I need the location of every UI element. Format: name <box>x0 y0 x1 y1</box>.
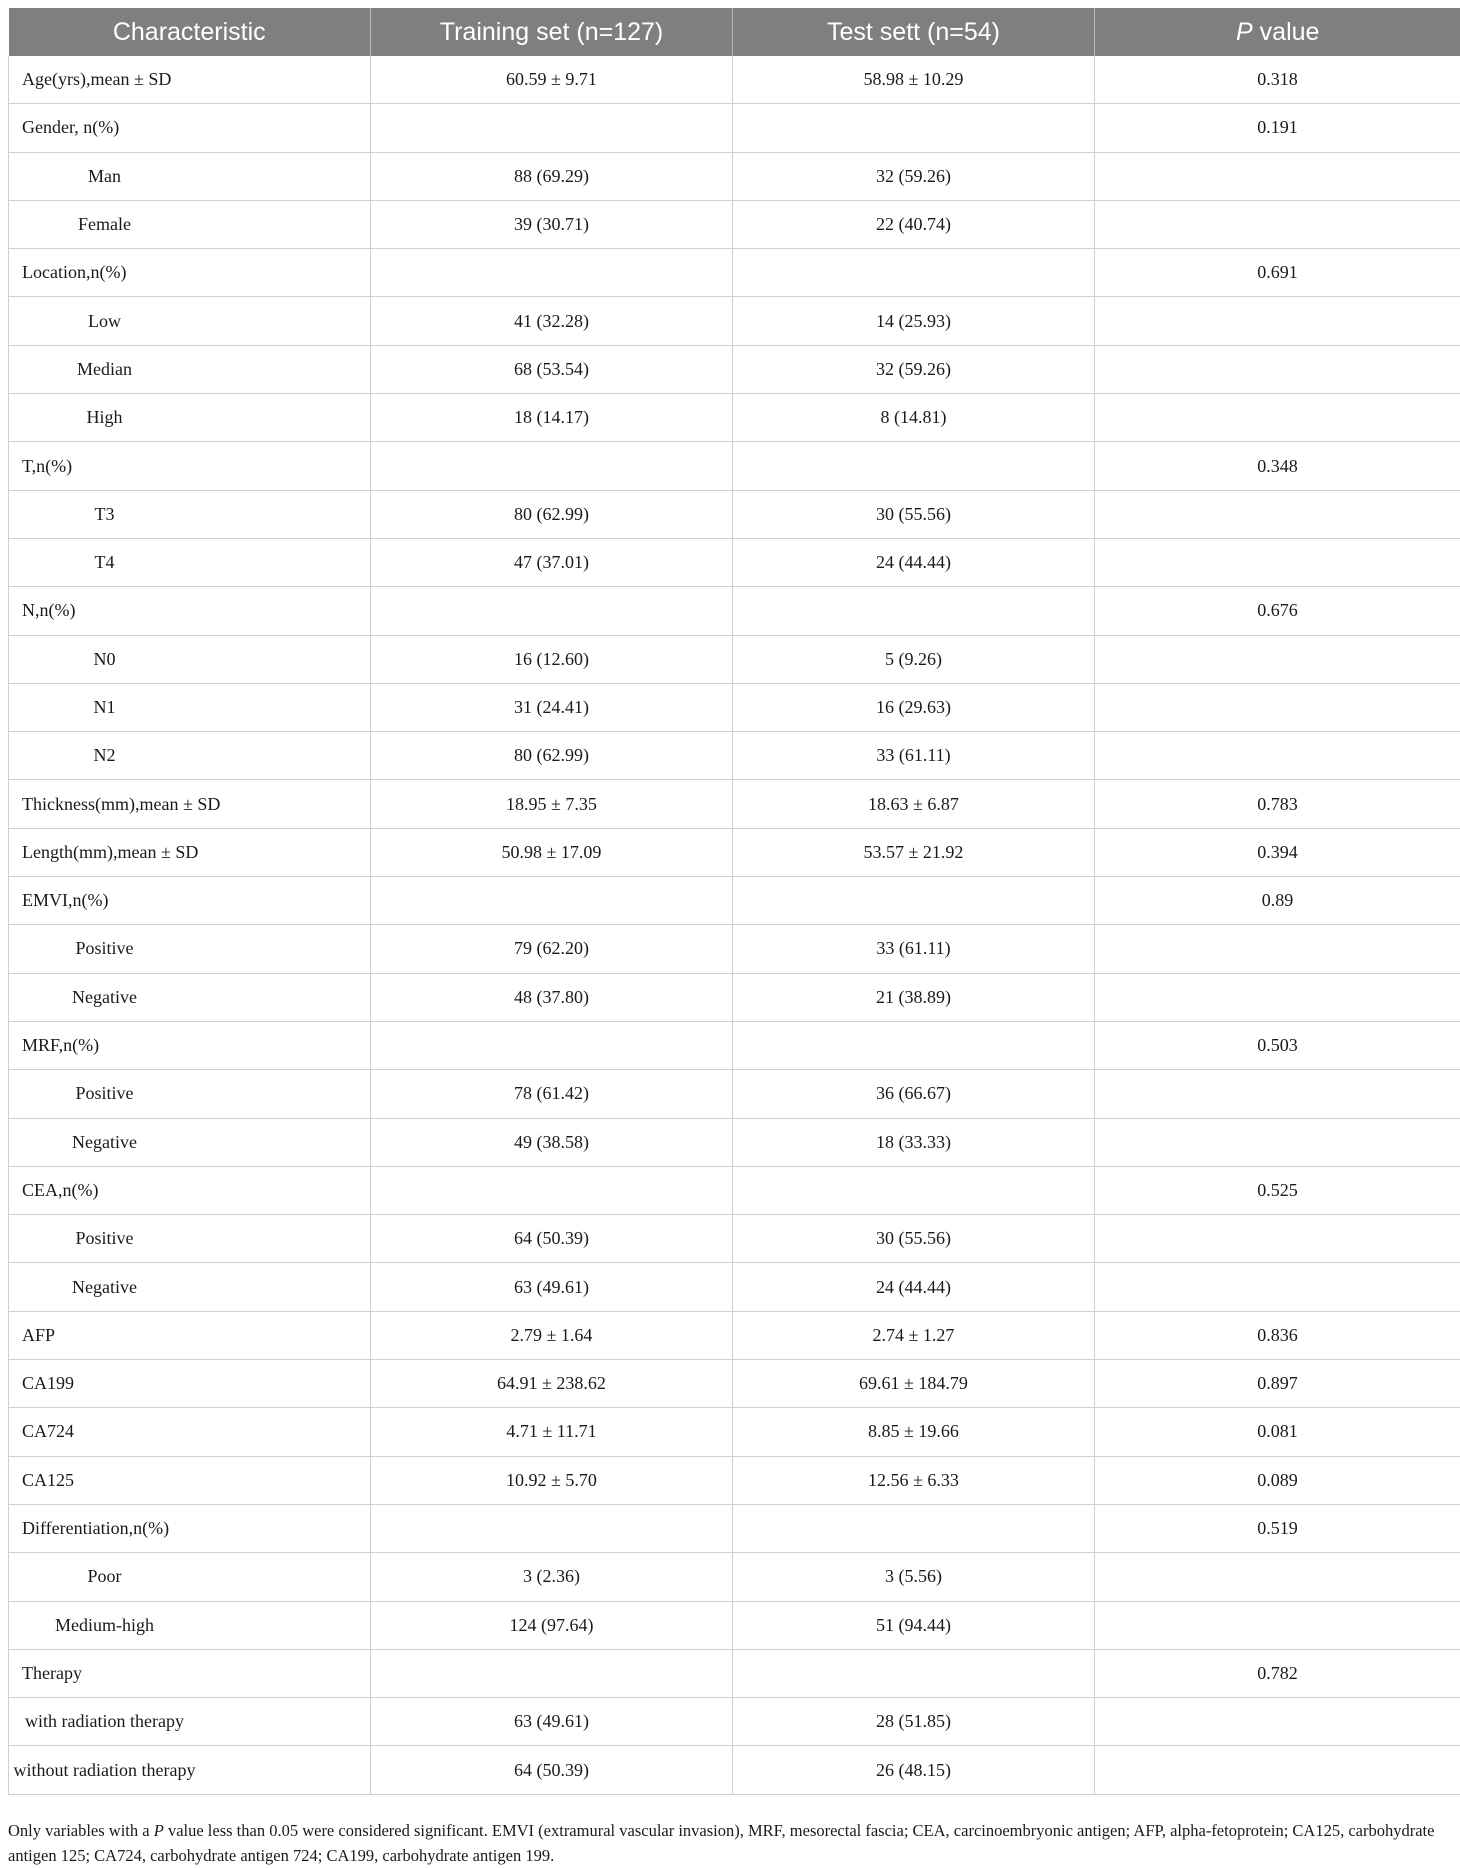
cell-test <box>733 104 1095 152</box>
table-row <box>9 1215 1460 1263</box>
cell-p-value: 0.783 <box>1095 780 1460 828</box>
cell-p-value <box>1095 925 1460 973</box>
footnote-part2: value less than 0.05 were considered significant. EMVI (extramural vascular invasion), MRF, mesorectal fascia; CEA, carcinoembryonic antigen; AFP, alpha-fetoprotein; CA125, carbohydrate antigen 125; CA724, carbohydrate antigen 724; CA199, carbohydrate antigen 199. <box>8 1821 1434 1865</box>
row-label: CA199 <box>9 1360 371 1408</box>
table-row <box>9 732 1460 780</box>
table-row <box>9 925 1460 973</box>
table-row <box>9 1070 1460 1118</box>
row-label: Negative <box>9 1118 371 1166</box>
table-row <box>9 249 1460 297</box>
cell-training: 78 (61.42) <box>371 1070 733 1118</box>
row-label: Man <box>9 152 371 200</box>
table-row <box>9 587 1460 635</box>
cell-test: 18.63 ± 6.87 <box>733 780 1095 828</box>
cell-p-value <box>1095 152 1460 200</box>
row-label: Length(mm),mean ± SD <box>9 828 371 876</box>
cell-p-value <box>1095 683 1460 731</box>
cell-training: 64.91 ± 238.62 <box>371 1360 733 1408</box>
table-row <box>9 683 1460 731</box>
row-label: CEA,n(%) <box>9 1166 371 1214</box>
row-label: Positive <box>9 925 371 973</box>
cell-p-value: 0.691 <box>1095 249 1460 297</box>
cell-test <box>733 587 1095 635</box>
header-p-suffix: value <box>1253 18 1320 46</box>
table-header-row <box>9 8 1460 56</box>
cell-test: 24 (44.44) <box>733 538 1095 586</box>
cell-test: 69.61 ± 184.79 <box>733 1360 1095 1408</box>
cell-test: 22 (40.74) <box>733 200 1095 248</box>
cell-test: 32 (59.26) <box>733 152 1095 200</box>
cell-test: 26 (48.15) <box>733 1746 1095 1794</box>
cell-p-value <box>1095 297 1460 345</box>
cell-p-value: 0.89 <box>1095 877 1460 925</box>
header-test-set: Test sett (n=54) <box>733 8 1095 56</box>
table-row <box>9 1360 1460 1408</box>
characteristics-table <box>8 8 1460 1795</box>
cell-training <box>371 104 733 152</box>
cell-training <box>371 1649 733 1697</box>
footnote-p-symbol: P <box>154 1821 164 1840</box>
cell-test <box>733 249 1095 297</box>
cell-test: 33 (61.11) <box>733 732 1095 780</box>
cell-p-value: 0.318 <box>1095 56 1460 104</box>
cell-training: 10.92 ± 5.70 <box>371 1456 733 1504</box>
cell-test <box>733 1649 1095 1697</box>
row-label: Positive <box>9 1215 371 1263</box>
cell-test: 8.85 ± 19.66 <box>733 1408 1095 1456</box>
row-label: CA724 <box>9 1408 371 1456</box>
cell-training: 41 (32.28) <box>371 297 733 345</box>
row-label: without radiation therapy <box>9 1746 371 1794</box>
cell-training: 80 (62.99) <box>371 490 733 538</box>
cell-training: 64 (50.39) <box>371 1215 733 1263</box>
header-p-symbol: P <box>1236 18 1253 46</box>
row-label: Negative <box>9 1263 371 1311</box>
cell-p-value <box>1095 1215 1460 1263</box>
cell-training <box>371 1021 733 1069</box>
header-training-set: Training set (n=127) <box>371 8 733 56</box>
table-row <box>9 1601 1460 1649</box>
cell-test: 30 (55.56) <box>733 490 1095 538</box>
cell-training: 60.59 ± 9.71 <box>371 56 733 104</box>
cell-training: 50.98 ± 17.09 <box>371 828 733 876</box>
cell-test: 36 (66.67) <box>733 1070 1095 1118</box>
cell-test: 8 (14.81) <box>733 394 1095 442</box>
cell-p-value <box>1095 1553 1460 1601</box>
cell-training: 4.71 ± 11.71 <box>371 1408 733 1456</box>
cell-test: 30 (55.56) <box>733 1215 1095 1263</box>
table-row <box>9 345 1460 393</box>
row-label: N1 <box>9 683 371 731</box>
cell-training: 18.95 ± 7.35 <box>371 780 733 828</box>
table-row <box>9 1021 1460 1069</box>
cell-training: 63 (49.61) <box>371 1263 733 1311</box>
row-label: Therapy <box>9 1649 371 1697</box>
footnote-part1: Only variables with a <box>8 1821 154 1840</box>
cell-test: 33 (61.11) <box>733 925 1095 973</box>
table-row <box>9 828 1460 876</box>
row-label: Low <box>9 297 371 345</box>
cell-test: 58.98 ± 10.29 <box>733 56 1095 104</box>
table-row <box>9 1649 1460 1697</box>
table-row <box>9 56 1460 104</box>
cell-training: 16 (12.60) <box>371 635 733 683</box>
table-row <box>9 973 1460 1021</box>
cell-test: 32 (59.26) <box>733 345 1095 393</box>
row-label: Median <box>9 345 371 393</box>
cell-training: 63 (49.61) <box>371 1698 733 1746</box>
cell-training: 68 (53.54) <box>371 345 733 393</box>
table-row <box>9 780 1460 828</box>
cell-p-value: 0.191 <box>1095 104 1460 152</box>
cell-p-value <box>1095 1118 1460 1166</box>
cell-training: 124 (97.64) <box>371 1601 733 1649</box>
cell-p-value <box>1095 1698 1460 1746</box>
cell-training <box>371 877 733 925</box>
table-row <box>9 490 1460 538</box>
table-row <box>9 1118 1460 1166</box>
row-label: Age(yrs),mean ± SD <box>9 56 371 104</box>
table-row <box>9 1311 1460 1359</box>
cell-p-value: 0.503 <box>1095 1021 1460 1069</box>
cell-training: 47 (37.01) <box>371 538 733 586</box>
characteristics-table-container <box>8 8 1460 1795</box>
cell-p-value <box>1095 973 1460 1021</box>
cell-p-value <box>1095 394 1460 442</box>
cell-p-value <box>1095 1070 1460 1118</box>
cell-p-value <box>1095 1601 1460 1649</box>
cell-test: 18 (33.33) <box>733 1118 1095 1166</box>
cell-p-value <box>1095 732 1460 780</box>
cell-p-value: 0.089 <box>1095 1456 1460 1504</box>
cell-training: 31 (24.41) <box>371 683 733 731</box>
cell-test: 5 (9.26) <box>733 635 1095 683</box>
cell-test <box>733 1021 1095 1069</box>
cell-test: 12.56 ± 6.33 <box>733 1456 1095 1504</box>
header-characteristic: Characteristic <box>9 8 371 56</box>
cell-p-value <box>1095 345 1460 393</box>
cell-p-value <box>1095 490 1460 538</box>
row-label: Location,n(%) <box>9 249 371 297</box>
cell-training: 80 (62.99) <box>371 732 733 780</box>
cell-test: 53.57 ± 21.92 <box>733 828 1095 876</box>
cell-p-value <box>1095 635 1460 683</box>
table-body <box>9 56 1460 1794</box>
cell-test <box>733 442 1095 490</box>
cell-training: 2.79 ± 1.64 <box>371 1311 733 1359</box>
row-label: MRF,n(%) <box>9 1021 371 1069</box>
row-label: with radiation therapy <box>9 1698 371 1746</box>
row-label: T4 <box>9 538 371 586</box>
row-label: N0 <box>9 635 371 683</box>
cell-training: 64 (50.39) <box>371 1746 733 1794</box>
row-label: N,n(%) <box>9 587 371 635</box>
cell-test: 2.74 ± 1.27 <box>733 1311 1095 1359</box>
cell-p-value: 0.782 <box>1095 1649 1460 1697</box>
cell-training: 3 (2.36) <box>371 1553 733 1601</box>
row-label: Poor <box>9 1553 371 1601</box>
row-label: Differentiation,n(%) <box>9 1504 371 1552</box>
row-label: CA125 <box>9 1456 371 1504</box>
row-label: Female <box>9 200 371 248</box>
cell-training: 18 (14.17) <box>371 394 733 442</box>
row-label: High <box>9 394 371 442</box>
cell-training <box>371 587 733 635</box>
table-row <box>9 538 1460 586</box>
cell-p-value: 0.348 <box>1095 442 1460 490</box>
table-row <box>9 877 1460 925</box>
cell-p-value <box>1095 200 1460 248</box>
row-label: AFP <box>9 1311 371 1359</box>
row-label: T3 <box>9 490 371 538</box>
cell-test: 3 (5.56) <box>733 1553 1095 1601</box>
cell-test: 51 (94.44) <box>733 1601 1095 1649</box>
cell-p-value <box>1095 1263 1460 1311</box>
cell-training: 88 (69.29) <box>371 152 733 200</box>
table-row <box>9 1504 1460 1552</box>
cell-p-value: 0.897 <box>1095 1360 1460 1408</box>
table-row <box>9 1166 1460 1214</box>
row-label: Negative <box>9 973 371 1021</box>
row-label: Positive <box>9 1070 371 1118</box>
cell-test <box>733 1504 1095 1552</box>
table-row <box>9 394 1460 442</box>
cell-test: 24 (44.44) <box>733 1263 1095 1311</box>
table-row <box>9 200 1460 248</box>
table-row <box>9 635 1460 683</box>
header-p-value <box>1095 8 1460 56</box>
row-label: N2 <box>9 732 371 780</box>
cell-training <box>371 442 733 490</box>
cell-test: 28 (51.85) <box>733 1698 1095 1746</box>
table-row <box>9 1698 1460 1746</box>
cell-test: 16 (29.63) <box>733 683 1095 731</box>
cell-test: 21 (38.89) <box>733 973 1095 1021</box>
table-row <box>9 104 1460 152</box>
cell-p-value: 0.394 <box>1095 828 1460 876</box>
cell-training <box>371 1504 733 1552</box>
cell-test <box>733 877 1095 925</box>
cell-test <box>733 1166 1095 1214</box>
table-row <box>9 1408 1460 1456</box>
table-row <box>9 1553 1460 1601</box>
table-row <box>9 1263 1460 1311</box>
cell-p-value: 0.525 <box>1095 1166 1460 1214</box>
cell-p-value: 0.676 <box>1095 587 1460 635</box>
table-row <box>9 152 1460 200</box>
cell-training: 49 (38.58) <box>371 1118 733 1166</box>
cell-training: 48 (37.80) <box>371 973 733 1021</box>
cell-p-value: 0.836 <box>1095 1311 1460 1359</box>
cell-training: 39 (30.71) <box>371 200 733 248</box>
cell-p-value <box>1095 1746 1460 1794</box>
cell-training: 79 (62.20) <box>371 925 733 973</box>
table-row <box>9 1746 1460 1794</box>
cell-p-value: 0.081 <box>1095 1408 1460 1456</box>
cell-test: 14 (25.93) <box>733 297 1095 345</box>
row-label: Medium-high <box>9 1601 371 1649</box>
row-label: T,n(%) <box>9 442 371 490</box>
cell-training <box>371 1166 733 1214</box>
cell-p-value <box>1095 538 1460 586</box>
table-row <box>9 442 1460 490</box>
row-label: Thickness(mm),mean ± SD <box>9 780 371 828</box>
row-label: EMVI,n(%) <box>9 877 371 925</box>
cell-training <box>371 249 733 297</box>
row-label: Gender, n(%) <box>9 104 371 152</box>
cell-p-value: 0.519 <box>1095 1504 1460 1552</box>
table-row <box>9 297 1460 345</box>
table-row <box>9 1456 1460 1504</box>
